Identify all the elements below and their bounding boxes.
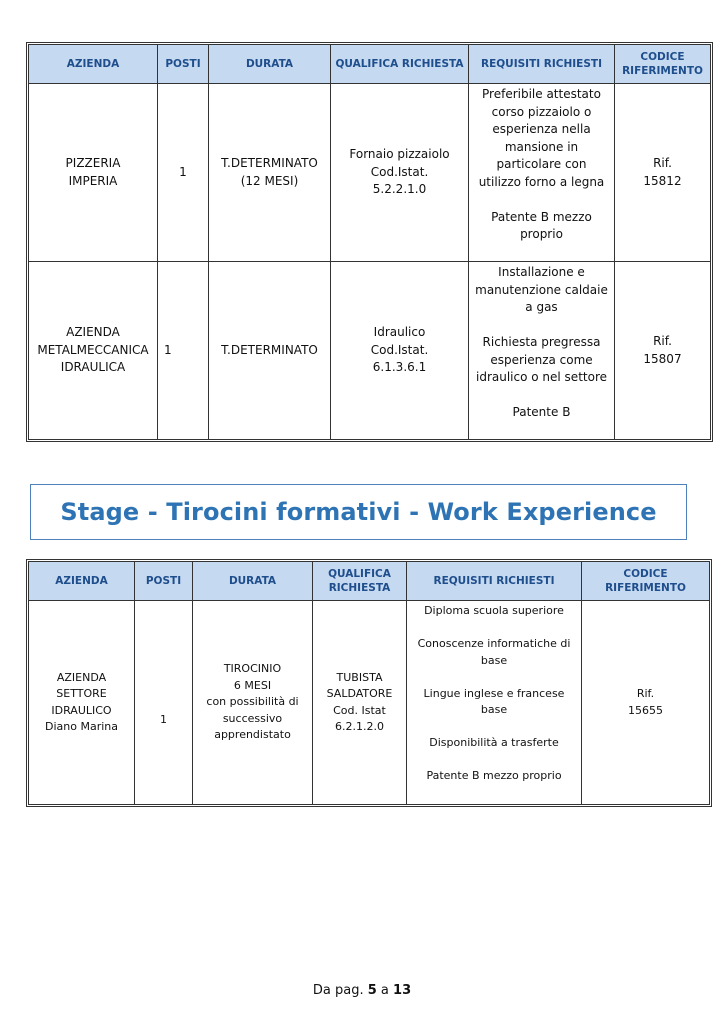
cell-requisiti: Preferibile attestato corso pizzaiolo o esperienza nella mansione in particolare con utilizzo forno a legna Patente B mezzo proprio (469, 84, 615, 262)
section-title-banner (30, 484, 687, 540)
cell-requisiti: Diploma scuola superiore Conoscenze informatiche di base Lingue inglese e francese base Disponibilità a trasferte Patente B mezzo proprio (407, 601, 582, 805)
header-azienda: AZIENDA (29, 45, 158, 84)
cell-codice: Rif. 15812 (615, 84, 711, 262)
header-durata: DURATA (209, 45, 331, 84)
table-row (29, 84, 711, 262)
cell-azienda: AZIENDA METALMECCANICA IDRAULICA (29, 262, 158, 440)
section-title: Stage - Tirocini formativi - Work Experience (60, 498, 657, 526)
footer-page-number: 5 (367, 983, 377, 998)
page-footer (0, 983, 724, 998)
header-requisiti: REQUISITI RICHIESTI (469, 45, 615, 84)
cell-qualifica: TUBISTA SALDATORE Cod. Istat 6.2.1.2.0 (313, 601, 407, 805)
cell-azienda: PIZZERIA IMPERIA (29, 84, 158, 262)
cell-durata: T.DETERMINATO (209, 262, 331, 440)
table-row (29, 262, 711, 440)
header-posti: POSTI (135, 562, 193, 601)
header-azienda: AZIENDA (29, 562, 135, 601)
table-header-row (29, 45, 711, 84)
cell-requisiti: Installazione e manutenzione caldaie a gas Richiesta pregressa esperienza come idraulico o nel settore Patente B (469, 262, 615, 440)
header-qualifica: QUALIFICA RICHIESTA (313, 562, 407, 601)
cell-codice: Rif. 15655 (582, 601, 710, 805)
job-table-1 (28, 44, 711, 440)
table-header-row (29, 562, 710, 601)
header-codice: CODICE RIFERIMENTO (582, 562, 710, 601)
cell-durata: T.DETERMINATO (12 MESI) (209, 84, 331, 262)
cell-posti: 1 (158, 262, 209, 440)
cell-qualifica: Fornaio pizzaiolo Cod.Istat. 5.2.2.1.0 (331, 84, 469, 262)
header-durata: DURATA (193, 562, 313, 601)
cell-qualifica: Idraulico Cod.Istat. 6.1.3.6.1 (331, 262, 469, 440)
header-codice: CODICE RIFERIMENTO (615, 45, 711, 84)
table-row (29, 601, 710, 805)
cell-posti: 1 (158, 84, 209, 262)
header-qualifica: QUALIFICA RICHIESTA (331, 45, 469, 84)
header-requisiti: REQUISITI RICHIESTI (407, 562, 582, 601)
cell-codice: Rif. 15807 (615, 262, 711, 440)
cell-azienda: AZIENDA SETTORE IDRAULICO Diano Marina (29, 601, 135, 805)
cell-durata: TIROCINIO 6 MESI con possibilità di successivo apprendistato (193, 601, 313, 805)
cell-posti: 1 (135, 601, 193, 805)
footer-prefix: Da pag. (312, 983, 364, 998)
footer-separator: a (380, 983, 389, 998)
job-table-2 (28, 561, 710, 805)
header-posti: POSTI (158, 45, 209, 84)
footer-total-pages: 13 (393, 983, 412, 998)
